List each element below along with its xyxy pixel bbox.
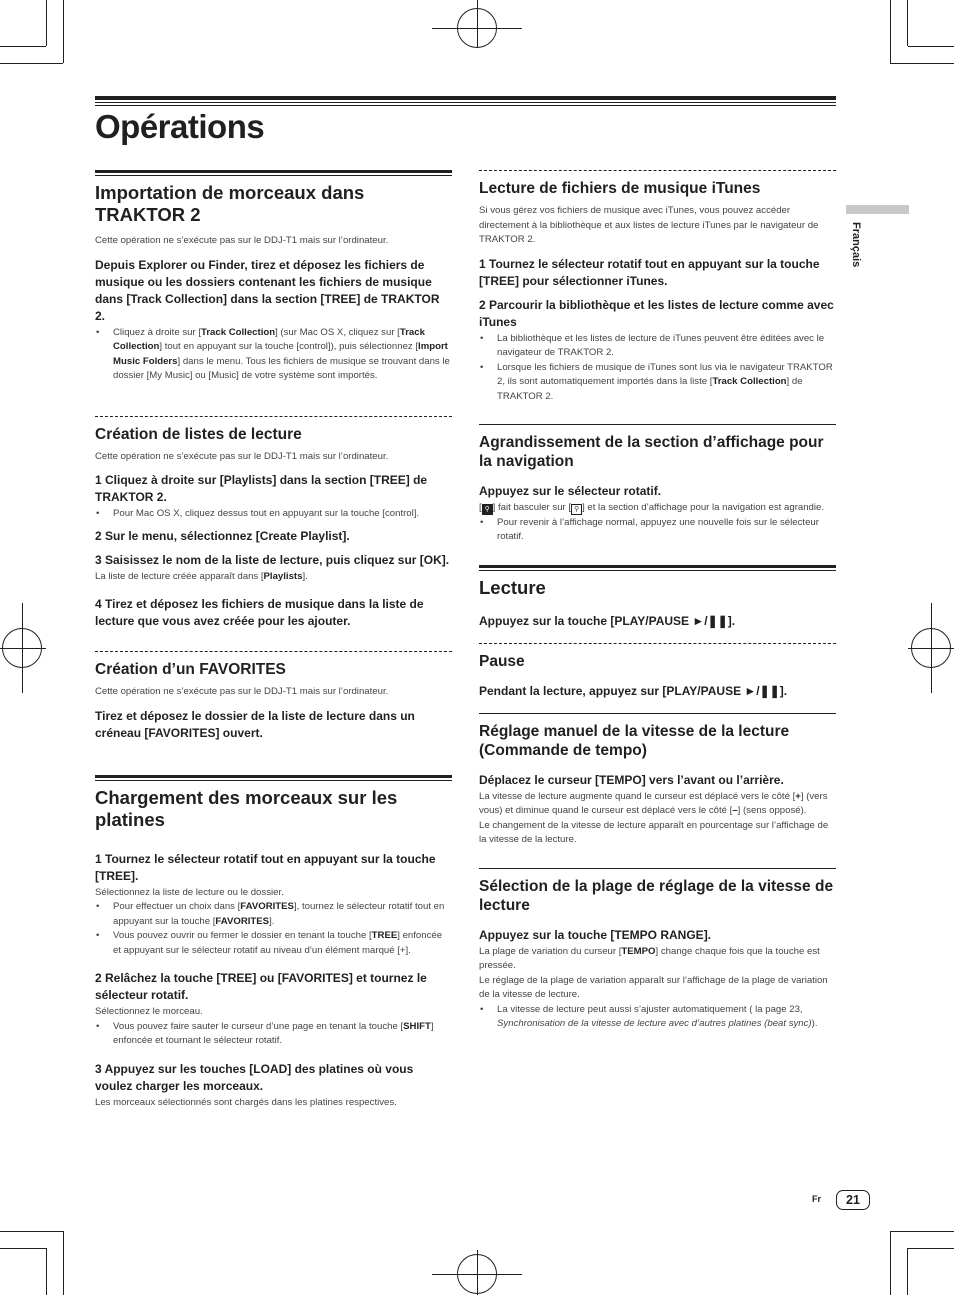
step-text: Sélectionnez la liste de lecture ou le dossier.: [95, 886, 284, 898]
subsection-heading: Pause: [479, 652, 525, 670]
step: 1 Tournez le sélecteur rotatif tout en appuyant sur la touche [TREE] pour sélectionner iTunes.: [479, 256, 820, 288]
bullet-item: • Lorsque les fichiers de musique de iTunes sont lus via le navigateur TRAKTOR 2, ils sont automatiquement importés dans la liste [Track Collection] de TRAKTOR 2.: [479, 361, 836, 405]
crop-mark: [890, 63, 954, 64]
crop-mark: [0, 63, 63, 64]
subsection-rule: [479, 424, 836, 425]
subsection-rule: [95, 651, 452, 652]
title-rule: [95, 96, 836, 100]
section-rule: [95, 170, 452, 176]
registration-mark: [22, 603, 23, 693]
browse-icon: ⚲: [482, 504, 493, 515]
bullet-list: [95, 326, 452, 384]
step: 2 Relâchez la touche [TREE] ou [FAVORITES] et tournez le sélecteur rotatif.: [95, 971, 427, 1002]
step: Déplacez le curseur [TEMPO] vers l’avant ou l’arrière.: [479, 772, 784, 787]
registration-mark: [477, 0, 478, 48]
subsection-heading: Sélection de la plage de réglage de la vitesse de lecture: [479, 877, 834, 914]
crop-mark: [63, 1231, 64, 1295]
section-note: Cette opération ne s’exécute pas sur le DDJ-T1 mais sur l’ordinateur.: [95, 235, 389, 246]
bullet-list: [479, 516, 836, 545]
section-heading: Chargement des morceaux sur les platines: [95, 786, 398, 830]
step-text: La vitesse de lecture augmente quand le curseur est déplacé vers le côté [+] (vers vous) et diminue quand le curseur est déplacé vers le côté [–] (sens opposé).: [479, 790, 828, 816]
subsection-rule: [479, 170, 836, 171]
subsection-heading: Lecture de fichiers de musique iTunes: [479, 180, 761, 197]
section-rule: [479, 565, 836, 571]
footer-language: Fr: [812, 1194, 821, 1204]
bullet-list: [95, 900, 452, 958]
registration-mark: [477, 1250, 478, 1295]
step: Appuyez sur le sélecteur rotatif.: [479, 484, 662, 498]
title-rule: [95, 105, 836, 106]
section-heading: Importation de morceaux dans TRAKTOR 2: [95, 182, 365, 225]
step: 2 Sur le menu, sélectionnez [Create Playlist].: [95, 528, 350, 543]
crop-mark: [890, 1231, 954, 1232]
bullet-item: • Pour effectuer un choix dans [FAVORITES], tournez le sélecteur rotatif tout en appuyant sur la touche [FAVORITES].: [95, 900, 452, 929]
bullet-list: [479, 1003, 836, 1032]
crop-mark: [907, 1248, 908, 1295]
right-column: [479, 170, 836, 1032]
step-text: Le changement de la vitesse de lecture apparaît en pourcentage sur l’affichage de la vitesse de la lecture.: [479, 819, 829, 845]
registration-mark: [931, 603, 932, 693]
step: 3 Appuyez sur les touches [LOAD] des platines où vous voulez charger les morceaux.: [95, 1061, 414, 1093]
language-tab: [846, 205, 909, 214]
step-text: [ ⚲ ] fait basculer sur [ ⚲ ] et la section d’affichage pour la navigation est agrandie.: [479, 502, 825, 513]
step: 3 Saisissez le nom de la liste de lecture, puis cliquez sur [OK].: [95, 552, 450, 567]
step: Pendant la lecture, appuyez sur [PLAY/PAUSE ►/❚❚].: [479, 683, 788, 698]
subsection-rule: [479, 868, 836, 869]
bullet-item: • Vous pouvez ouvrir ou fermer le dossier en tenant la touche [TREE] enfoncée et appuyant sur le sélecteur rotatif au niveau d’un élément marqué [+].: [95, 929, 452, 958]
bullet-item: • Cliquez à droite sur [Track Collection] (sur Mac OS X, cliquez sur [Track Collection] tout en appuyant sur la touche [control]), puis sélectionnez [Import Music Folders] dans le menu. Tous les fichiers de musique se trouvant dans le dossier [My Music] ou [Music] de votre système sont importés.: [95, 326, 452, 384]
subsection-heading: Réglage manuel de la vitesse de la lecture (Commande de tempo): [479, 722, 790, 759]
crop-mark: [63, 0, 64, 63]
page-number: 21: [836, 1190, 870, 1210]
section-heading: Lecture: [479, 576, 546, 598]
bullet-list: [95, 507, 452, 522]
crop-mark: [0, 46, 46, 47]
bullet-item: • Pour Mac OS X, cliquez dessus tout en appuyant sur la touche [control].: [95, 507, 452, 522]
section-note: Cette opération ne s’exécute pas sur le DDJ-T1 mais sur l’ordinateur.: [95, 686, 389, 697]
crop-mark: [46, 1248, 47, 1295]
language-label: Français: [850, 222, 862, 268]
bullet-item: • Vous pouvez faire sauter le curseur d’une page en tenant la touche [SHIFT] enfoncée et tournant le sélecteur rotatif.: [95, 1020, 452, 1049]
crop-mark: [890, 0, 891, 63]
bullet-item: • La bibliothèque et les listes de lecture de iTunes peuvent être éditées avec le navigateur de TRAKTOR 2.: [479, 332, 836, 361]
step: 1 Tournez le sélecteur rotatif tout en appuyant sur la touche [TREE].: [95, 851, 436, 883]
title-rule: [95, 102, 836, 103]
step-text: La plage de variation du curseur [TEMPO] change chaque fois que la touche est pressée.: [479, 945, 820, 971]
crop-mark: [0, 1248, 46, 1249]
step: 1 Cliquez à droite sur [Playlists] dans la section [TREE] de TRAKTOR 2.: [95, 473, 428, 504]
bullet-item: • La vitesse de lecture peut aussi s’ajuster automatiquement ( la page 23, Synchronisation de la vitesse de lecture avec d’autres platines (beat sync)).: [479, 1003, 836, 1032]
step-text: Sélectionnez le morceau.: [95, 1006, 203, 1017]
crop-mark: [908, 46, 954, 47]
subsection-rule: [95, 416, 452, 417]
subsection-heading: Création d’un FAVORITES: [95, 661, 286, 678]
bullet-item: • Pour revenir à l’affichage normal, appuyez une nouvelle fois sur le sélecteur rotatif.: [479, 516, 836, 545]
step-text: La liste de lecture créée apparaît dans [Playlists].: [95, 570, 308, 582]
section-rule: [95, 775, 452, 781]
instruction: Depuis Explorer ou Finder, tirez et déposez les fichiers de musique ou les dossiers contenant les fichiers de musique dans [Track Collection] dans la section [TREE] de TRAKTOR 2.: [95, 257, 440, 323]
step-text: Le réglage de la plage de variation apparaît sur l’affichage de la plage de variation de la vitesse de lecture.: [479, 974, 828, 1000]
step: 4 Tirez et déposez les fichiers de musique dans la liste de lecture que vous avez créée pour les ajouter.: [95, 597, 424, 628]
step: 2 Parcourir la bibliothèque et les listes de lecture comme avec iTunes: [479, 297, 834, 329]
section-note: Cette opération ne s’exécute pas sur le DDJ-T1 mais sur l’ordinateur.: [95, 450, 389, 462]
step-text: Les morceaux sélectionnés sont chargés dans les platines respectives.: [95, 1096, 397, 1108]
instruction: Tirez et déposez le dossier de la liste de lecture dans un créneau [FAVORITES] ouvert.: [95, 708, 415, 740]
page-title: Opérations: [95, 108, 265, 145]
crop-mark: [890, 1231, 891, 1295]
subsection-rule: [479, 713, 836, 714]
crop-mark: [0, 1231, 63, 1232]
crop-mark: [46, 0, 47, 46]
browse-zoom-icon: ⚲: [571, 504, 582, 515]
subsection-heading: Agrandissement de la section d’affichage pour la navigation: [479, 434, 824, 470]
bullet-list: [479, 332, 836, 405]
crop-mark: [907, 0, 908, 46]
section-note: Si vous gérez vos fichiers de musique avec iTunes, vous pouvez accéder directement à la bibliothèque et aux listes de lecture iTunes par le navigateur de TRAKTOR 2.: [479, 205, 819, 245]
subsection-heading: Création de listes de lecture: [95, 425, 302, 443]
registration-mark: [0, 648, 46, 649]
subsection-rule: [479, 643, 836, 644]
crop-mark: [908, 1248, 954, 1249]
left-column: [95, 170, 452, 1110]
step: Appuyez sur la touche [TEMPO RANGE].: [479, 927, 712, 942]
step: Appuyez sur la touche [PLAY/PAUSE ►/❚❚].: [479, 613, 736, 628]
bullet-list: [95, 1020, 452, 1049]
